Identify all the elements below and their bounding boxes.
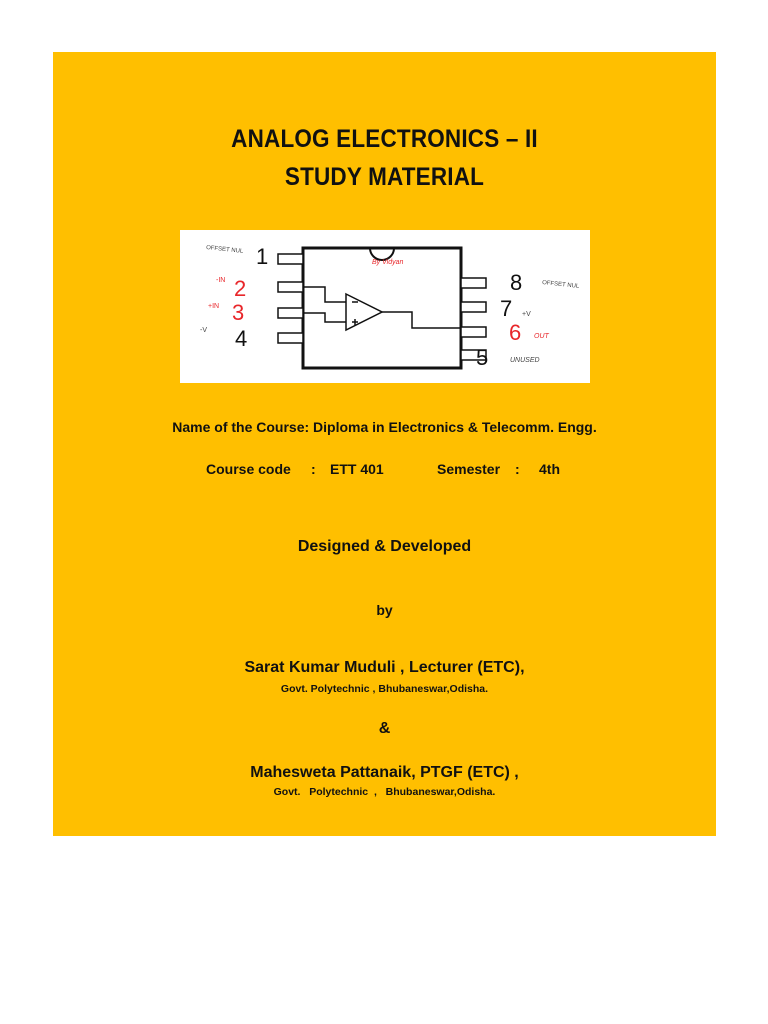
right-pins — [461, 270, 580, 370]
course-code: ETT 401 — [330, 461, 384, 477]
pin-6-label: OUT — [534, 333, 549, 340]
ampersand: & — [378, 720, 391, 737]
pin-3-number: 3 — [232, 300, 245, 325]
course-code-label: Course code — [206, 461, 291, 477]
pin-2-number: 2 — [234, 276, 247, 301]
semester-label: Semester — [437, 461, 501, 477]
author-2-institution: Govt. Polytechnic , Bhubaneswar,Odisha. — [273, 786, 496, 798]
pin-1-label: OFFSET NUL — [205, 245, 244, 255]
pin-7-label: +V — [522, 311, 531, 318]
pin-2-label: -IN — [216, 277, 226, 284]
pin-6 — [461, 327, 486, 337]
course-name: Name of the Course: Diploma in Electronics & Telecomm. Engg. — [172, 419, 597, 435]
opamp-pinout-svg — [180, 230, 590, 383]
author-2-name: Mahesweta Pattanaik, PTGF (ETC) , — [250, 764, 519, 781]
pin-6-number: 6 — [509, 320, 522, 345]
pin-5-number: 5 — [476, 345, 489, 370]
semester-value: 4th — [539, 461, 560, 477]
pin-8 — [461, 278, 486, 288]
cover-page — [53, 52, 716, 836]
pin-1-number: 1 — [256, 244, 269, 269]
semester-separator: : — [515, 461, 520, 477]
pin-4-label: -V — [200, 327, 207, 334]
by-label: by — [376, 602, 393, 618]
left-pins — [200, 244, 303, 351]
pin-7-number: 7 — [500, 296, 513, 321]
pin-1 — [278, 254, 303, 264]
pin-8-label: OFFSET NUL — [541, 280, 580, 290]
pin-5-label: UNUSED — [510, 357, 540, 364]
pin-7 — [461, 302, 486, 312]
document-title-line1: ANALOG ELECTRONICS – II — [231, 125, 538, 153]
ic-body — [303, 248, 461, 368]
author-1-name: Sarat Kumar Muduli , Lecturer (ETC), — [244, 659, 525, 676]
author-1-institution: Govt. Polytechnic , Bhubaneswar,Odisha. — [280, 683, 489, 695]
course-code-separator: : — [311, 461, 316, 477]
pin-8-number: 8 — [510, 270, 523, 295]
pin-4 — [278, 333, 303, 343]
opamp-ic-diagram — [180, 230, 590, 383]
document-title-line2: STUDY MATERIAL — [284, 163, 485, 191]
diagram-credit: By Vidyan — [372, 259, 404, 266]
pin-2 — [278, 282, 303, 292]
pin-3-label: +IN — [208, 303, 220, 310]
designed-developed: Designed & Developed — [297, 538, 472, 555]
pin-4-number: 4 — [235, 326, 248, 351]
pin-3 — [278, 308, 303, 318]
